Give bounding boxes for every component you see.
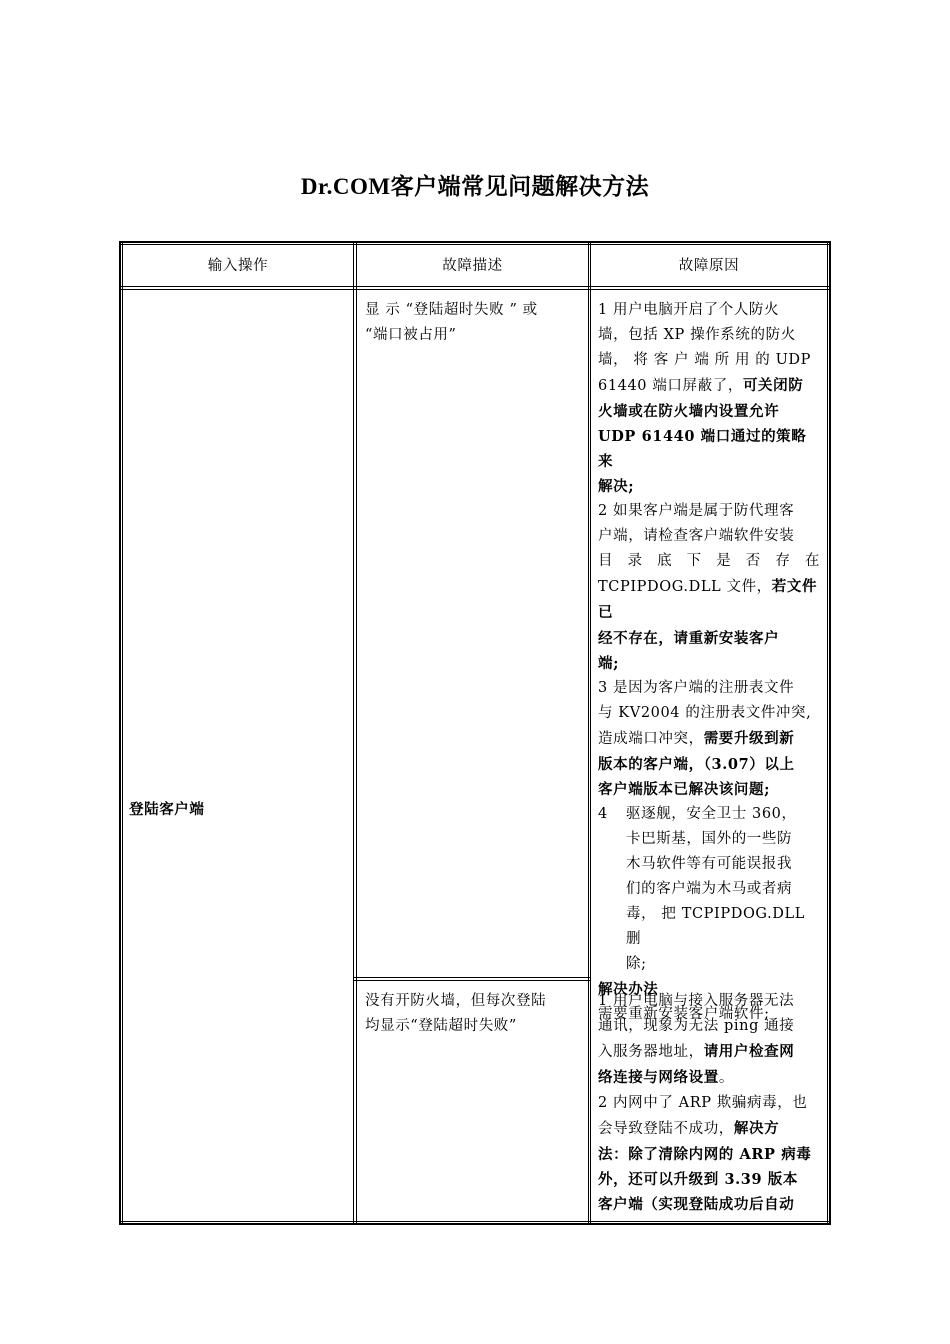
row-divider — [354, 977, 590, 978]
column-divider — [590, 241, 591, 1225]
cause-line: 与 KV2004 的注册表文件冲突, — [598, 705, 812, 721]
cause-text: TCPIPDOG.DLL 文件， — [598, 579, 772, 595]
list-number: 4 — [598, 806, 608, 822]
cause-text: 会导致登陆不成功， — [598, 1121, 734, 1137]
cause-line: 2 如果客户端是属于防代理客 — [598, 503, 795, 519]
cause-line: 驱逐舰，安全卫士 360， — [626, 806, 797, 822]
cause-emphasis: 需要升级到新 — [703, 730, 795, 747]
solution-label: 解决办法 — [598, 981, 659, 998]
cause-line: 毒， 把 TCPIPDOG.DLL 删 — [626, 906, 805, 947]
cause-cell-1 — [598, 298, 820, 1027]
description-line: 均显示“登陆超时失败” — [365, 1018, 517, 1034]
cause-text: 。 — [718, 1070, 734, 1086]
description-cell-2 — [365, 989, 581, 1039]
cause-emphasis: 客户端（实现登陆成功后自动 — [598, 1196, 795, 1213]
table-border — [122, 241, 123, 1225]
cause-emphasis: 请用户检查网 — [703, 1043, 795, 1060]
description-line: 显 示 “登陆超时失败 ” 或 — [365, 302, 538, 318]
cause-emphasis: 可关闭防 — [742, 377, 804, 394]
solution-text: 需要重新安装客户端软件; — [598, 1006, 770, 1022]
page-title: Dr.COM客户端常见问题解决方法 — [300, 174, 650, 199]
header-operation: 输入操作 — [207, 258, 269, 274]
cause-emphasis: 解决; — [598, 478, 635, 495]
cause-line — [598, 574, 820, 626]
cause-line: 们的客户端为木马或者病 — [626, 881, 793, 897]
cause-line: 卡巴斯基，国外的一些防 — [626, 831, 793, 847]
troubleshooting-table — [119, 241, 831, 1224]
cause-line — [598, 1039, 820, 1065]
cause-emphasis: 火墙或在防火墙内设置允许 — [598, 403, 780, 420]
cause-emphasis: 解决方 — [733, 1120, 780, 1137]
cause-line — [598, 1116, 820, 1142]
cause-line: 墙，包括 XP 操作系统的防火 — [598, 327, 796, 343]
cause-text: 造成端口冲突， — [598, 731, 704, 747]
cause-line: 木马软件等有可能误报我 — [626, 856, 793, 872]
column-divider — [356, 241, 357, 1225]
table-border — [827, 241, 828, 1225]
table-border — [119, 1223, 831, 1225]
table-border — [119, 244, 831, 245]
cause-emphasis: 端; — [598, 655, 620, 672]
cause-emphasis: 法：除了清除内网的 ARP 病毒 — [598, 1146, 812, 1163]
cause-emphasis: 络连接与网络设置 — [598, 1069, 719, 1086]
cause-line — [598, 726, 820, 752]
cause-line: 除; — [626, 956, 647, 972]
cause-cell-2 — [598, 989, 820, 1217]
cause-emphasis: UDP 61440 端口通过的策略来 — [598, 428, 807, 470]
description-line: “端口被占用” — [365, 327, 457, 343]
cause-text: 入服务器地址， — [598, 1044, 704, 1060]
cause-emphasis: 外，还可以升级到 3.39 版本 — [598, 1171, 799, 1188]
cause-emphasis: 若文件已 — [598, 578, 818, 621]
cause-text: 61440 端口屏蔽了， — [598, 378, 743, 394]
row-divider — [354, 980, 590, 981]
table-border — [119, 241, 121, 1225]
cause-line — [598, 373, 820, 399]
table-border — [829, 241, 831, 1225]
cause-line: 1 用户电脑开启了个人防火 — [598, 302, 780, 318]
cause-emphasis: 客户端版本已解决该问题; — [598, 781, 771, 798]
cause-emphasis: 版本的客户端，（3.07）以上 — [598, 756, 795, 773]
column-divider — [353, 241, 354, 1225]
cause-line — [598, 1065, 820, 1091]
header-divider — [119, 286, 831, 287]
description-line: 没有开防火墙，但每次登陆 — [365, 993, 547, 1009]
cause-emphasis: 经不存在，请重新安装客户 — [598, 630, 780, 647]
header-description: 故障描述 — [442, 258, 503, 274]
description-cell-1 — [365, 298, 581, 348]
cause-line: 1 用户电脑与接入服务器无法 — [598, 993, 795, 1009]
cause-line: 3 是因为客户端的注册表文件 — [598, 680, 795, 696]
column-divider — [588, 241, 589, 1225]
table-border — [119, 1221, 831, 1222]
cause-line: 户端，请检查客户端软件安装 — [598, 528, 795, 544]
cause-line: 通讯，现象为无法 ping 通接 — [598, 1018, 795, 1034]
cause-line: 2 内网中了 ARP 欺骗病毒，也 — [598, 1095, 808, 1111]
cause-list-item — [598, 802, 820, 977]
cause-line: 目 录 底 下 是 否 存 在 — [598, 553, 820, 569]
table-border — [119, 241, 831, 243]
header-cause: 故障原因 — [678, 258, 740, 274]
cause-line: 墙， 将 客 户 端 所 用 的 UDP — [598, 352, 811, 368]
operation-cell: 登陆客户端 — [129, 801, 205, 818]
header-divider — [119, 289, 831, 290]
